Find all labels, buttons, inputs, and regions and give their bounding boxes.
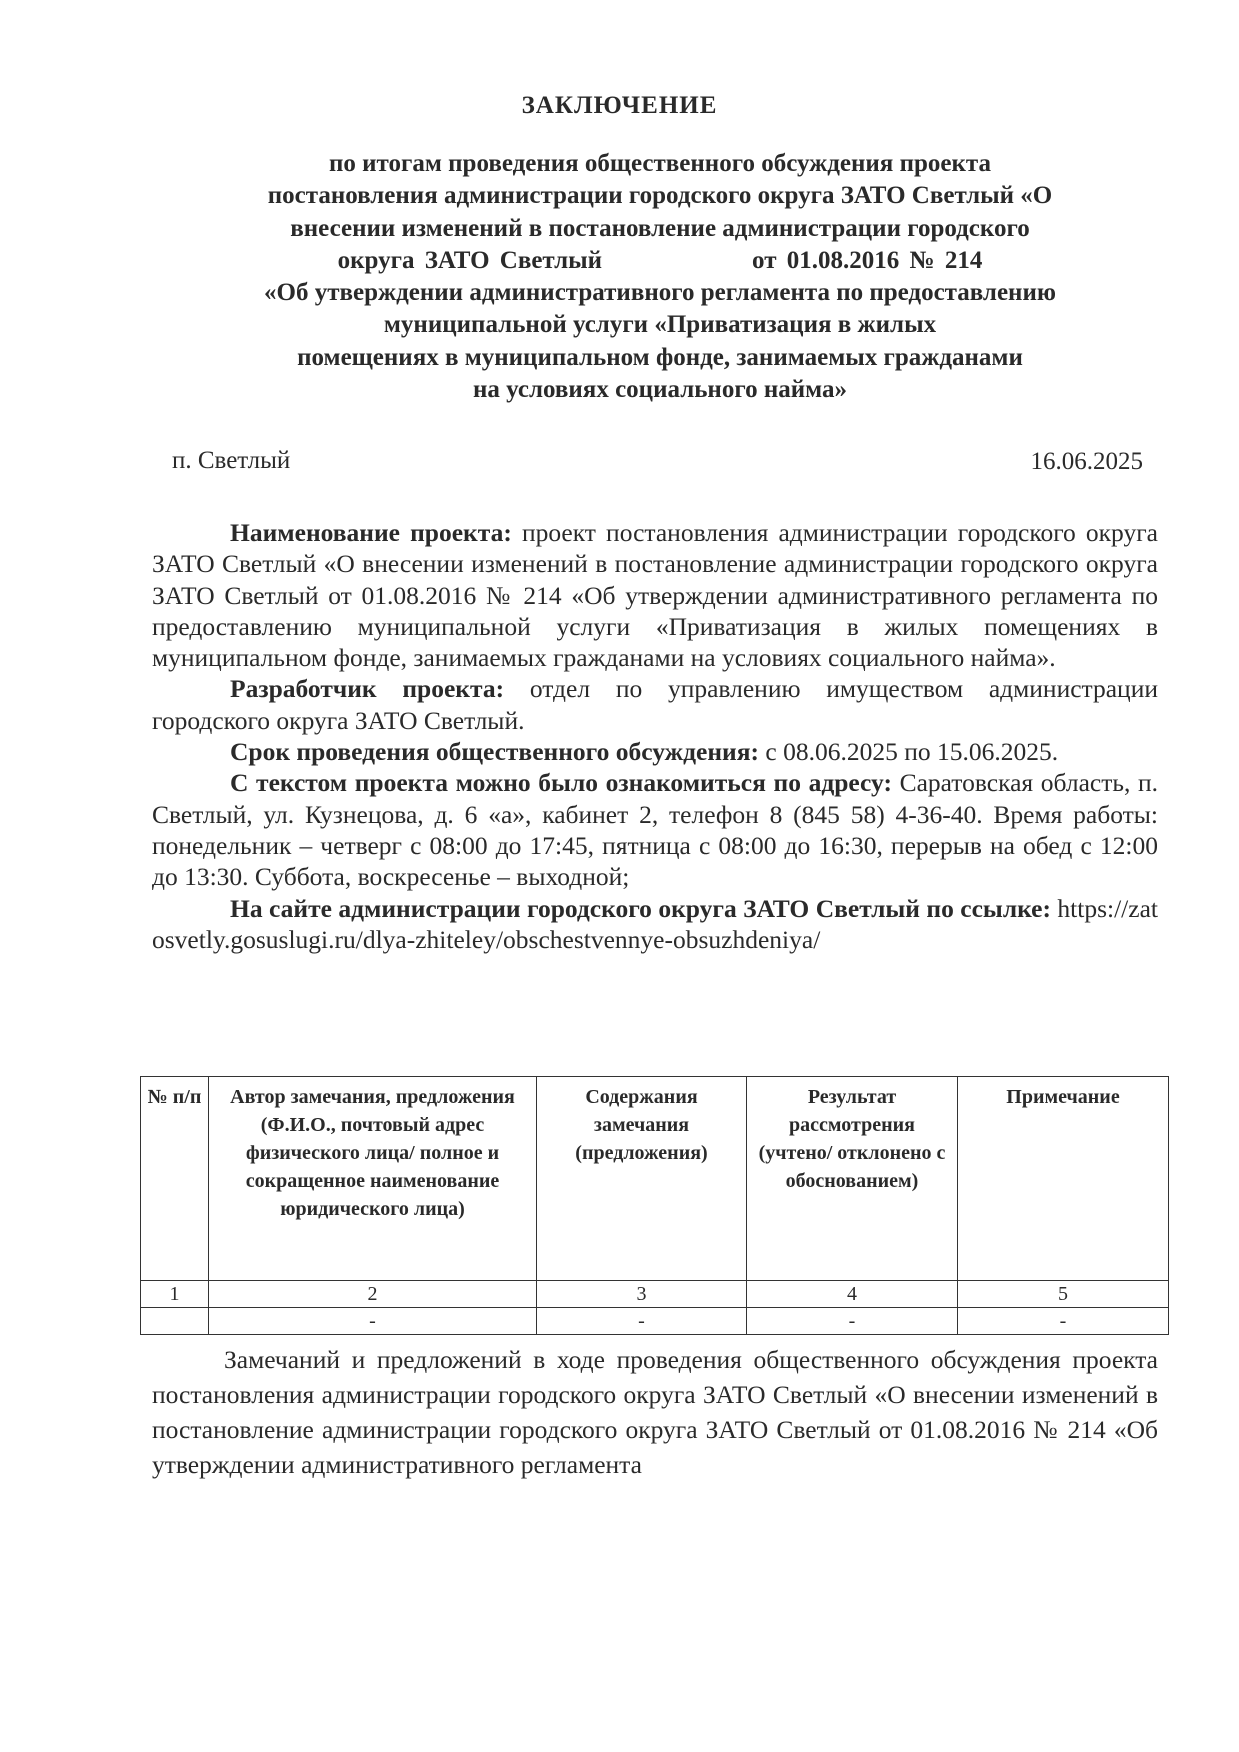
subject-line-4-reference: от 01.08.2016 № 214 bbox=[752, 246, 983, 274]
table-cell: 1 bbox=[141, 1281, 209, 1308]
table-cell: - bbox=[747, 1308, 958, 1335]
term-label: Срок проведения общественного обсуждения: bbox=[230, 737, 760, 767]
document-title: ЗАКЛЮЧЕНИЕ bbox=[521, 92, 718, 119]
subject-line-2: постановления администрации городского округа ЗАТО Светлый «О bbox=[267, 182, 1053, 210]
document-subject bbox=[150, 148, 1170, 406]
comments-table bbox=[140, 1076, 1169, 1335]
subject-line-8: на условиях социального найма» bbox=[473, 376, 847, 404]
table-cell: 2 bbox=[209, 1281, 537, 1308]
table-numbering-row bbox=[141, 1281, 1169, 1308]
term-paragraph bbox=[152, 736, 1158, 767]
document-place: п. Светлый bbox=[172, 447, 291, 474]
subject-line-7: помещениях в муниципальном фонде, занимаемых гражданами bbox=[297, 343, 1023, 371]
address-text: Саратовская область, п. Светлый, ул. Кузнецова, д. 6 «а», кабинет 2, телефон 8 (845 58) 4-36-40. Время работы: понедельник – четверг с 08:00 до 17:45, пятница с 08:00 до 16:30, перерыв на обед с 12:00 до 13:30. Суббота, воскресенье – выходной; bbox=[152, 768, 1159, 892]
document-body bbox=[152, 517, 1158, 955]
site-label: На сайте администрации городского округа ЗАТО Светлый по ссылке: bbox=[230, 893, 1051, 923]
table-cell: - bbox=[209, 1308, 537, 1335]
closing-paragraph: Замечаний и предложений в ходе проведения общественного обсуждения проекта постановления администрации городского округа ЗАТО Светлый «О внесении изменений в постановление администрации городского округа ЗАТО Светлый от 01.08.2016 № 214 «Об утверждении административного регламента bbox=[152, 1345, 1158, 1479]
header-number: № п/п bbox=[141, 1077, 209, 1281]
site-link[interactable]: https://zatosvetly.gosuslugi.ru/dlya-zhiteley/obschestvennye-obsuzhdeniya/ bbox=[152, 893, 1158, 954]
site-paragraph bbox=[152, 893, 1158, 956]
subject-line-4 bbox=[150, 245, 1170, 277]
header-result: Результат рассмотрения (учтено/ отклонено с обоснованием) bbox=[747, 1077, 958, 1281]
subject-line-5: «Об утверждении административного регламента по предоставлению bbox=[264, 279, 1056, 307]
project-name-label: Наименование проекта: bbox=[230, 518, 512, 547]
project-name-text: проект постановления администрации городского округа ЗАТО Светлый «О внесении изменений в постановление администрации городского округа ЗАТО Светлый от 01.08.2016 № 214 «Об утверждении административного регламента по предоставлению муниципальной услуги «Приватизация в жилых помещениях в муниципальном фонде, занимаемых гражданами на условиях социального найма». bbox=[152, 518, 1158, 673]
table-cell: - bbox=[958, 1308, 1169, 1335]
table-row bbox=[141, 1308, 1169, 1335]
table-header-row bbox=[141, 1077, 1169, 1281]
subject-line-4-municipality: округа ЗАТО Светлый bbox=[337, 246, 603, 274]
subject-line-6: муниципальной услуги «Приватизация в жилых bbox=[383, 311, 937, 339]
subject-line-3: внесении изменений в постановление администрации городского bbox=[290, 214, 1030, 242]
header-author: Автор замечания, предложения (Ф.И.О., почтовый адрес физического лица/ полное и сокращенное наименование юридического лица) bbox=[209, 1077, 537, 1281]
document-date: 16.06.2025 bbox=[1030, 448, 1143, 475]
developer-label: Разработчик проекта: bbox=[230, 674, 505, 704]
project-name-paragraph bbox=[152, 517, 1158, 673]
table-cell: 3 bbox=[537, 1281, 747, 1308]
header-note: Примечание bbox=[958, 1077, 1169, 1281]
developer-text: отдел по управлению имуществом администрации городского округа ЗАТО Светлый. bbox=[152, 674, 1158, 735]
developer-paragraph bbox=[152, 673, 1158, 736]
subject-line-1: по итогам проведения общественного обсуждения проекта bbox=[329, 150, 991, 177]
header-content: Содержания замечания (предложения) bbox=[537, 1077, 747, 1281]
table-cell: - bbox=[537, 1308, 747, 1335]
table-cell: 5 bbox=[958, 1281, 1169, 1308]
address-label: С текстом проекта можно было ознакомиться по адресу: bbox=[230, 768, 892, 798]
address-paragraph bbox=[152, 767, 1158, 892]
table-cell: 4 bbox=[747, 1281, 958, 1308]
term-text: с 08.06.2025 по 15.06.2025. bbox=[759, 737, 1059, 767]
table-cell bbox=[141, 1308, 209, 1335]
